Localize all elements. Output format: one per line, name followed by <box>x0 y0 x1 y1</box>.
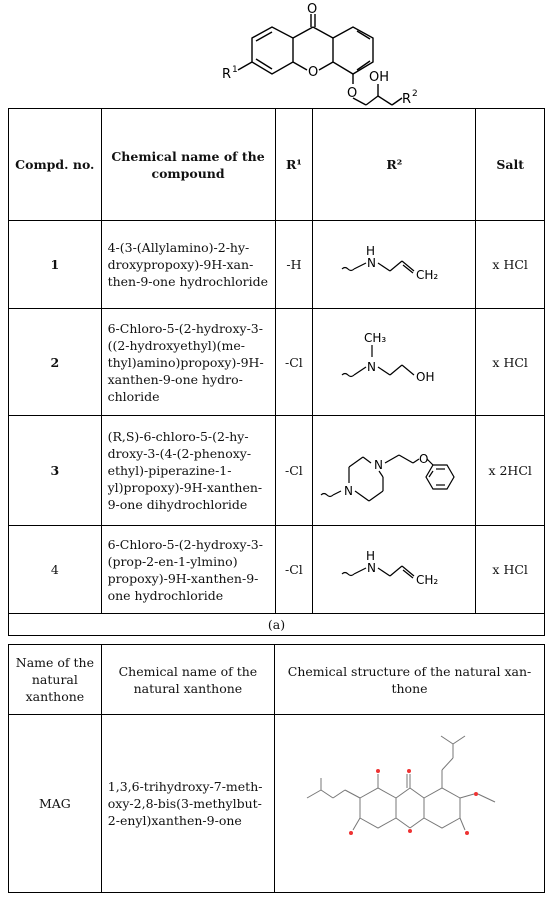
r2-structure-cell <box>313 221 476 309</box>
salt-value: x 2HCl <box>476 416 545 526</box>
compound-number: 4 <box>9 526 102 614</box>
xanthone-scaffold-structure <box>0 0 550 108</box>
n2-label: N <box>374 457 384 472</box>
natural-xanthone-chemical-name: 1,3,6-trihydroxy-7-meth-oxy-2,8-bis(3-methylbut-2-enyl)xanthen-9-one <box>101 715 274 893</box>
ch2-label: CH₂ <box>416 572 439 587</box>
methyl-hydroxyethyl-amino-structure <box>334 329 454 391</box>
natural-xanthone-name: MAG <box>9 715 102 893</box>
r1-value: -Cl <box>275 309 313 416</box>
table-row <box>9 715 545 893</box>
o-label: O <box>419 451 429 466</box>
r1-label: R <box>222 67 232 82</box>
h-label: H <box>366 243 376 258</box>
r1-superscript: 1 <box>232 65 238 75</box>
n-label: N <box>367 255 377 270</box>
r2-structure-cell <box>313 526 476 614</box>
table-header-row <box>9 109 545 221</box>
n-label: N <box>367 560 377 575</box>
carbonyl-oxygen-label: O <box>307 2 318 17</box>
table-a-caption: (a) <box>9 614 545 636</box>
n1-label: N <box>344 483 354 498</box>
r1-value: -H <box>275 221 313 309</box>
compound-number: 1 <box>9 221 102 309</box>
r1-value: -Cl <box>275 416 313 526</box>
compound-name: (R,S)-6-chloro-5-(2-hy-droxy-3-(4-(2-phenoxy-ethyl)-piperazine-1-yl)propoxy)-9H-xanthen-9-one dihydrochloride <box>101 416 275 526</box>
header-r2: R² <box>313 109 476 221</box>
ring-oxygen-label: O <box>308 65 319 80</box>
compound-name: 4-(3-(Allylamino)-2-hy-droxypropoxy)-9H-xan-then-9-one hydrochloride <box>101 221 275 309</box>
header-chemical-name: Chemical name of the compound <box>101 109 275 221</box>
h-label: H <box>366 548 376 563</box>
ether-oxygen-label: O <box>347 86 358 101</box>
table-row <box>9 309 545 416</box>
hydroxyl-label: OH <box>369 70 390 85</box>
compound-name: 6-Chloro-5-(2-hydroxy-3-(prop-2-en-1-ylmino) propoxy)-9H-xanthen-9-one hydrochloride <box>101 526 275 614</box>
header-r1: R¹ <box>275 109 313 221</box>
ch2-label: CH₂ <box>416 267 439 282</box>
compounds-table <box>8 108 545 636</box>
compound-number: 2 <box>9 309 102 416</box>
phenoxyethyl-piperazine-structure <box>319 429 469 509</box>
r1-value: -Cl <box>275 526 313 614</box>
table-row <box>9 526 545 614</box>
header-salt: Salt <box>476 109 545 221</box>
header-natural-name: Name of the natural xanthone <box>9 645 102 715</box>
salt-value: x HCl <box>476 309 545 416</box>
compound-number: 3 <box>9 416 102 526</box>
header-natural-structure: Chemical structure of the natural xan-thone <box>275 645 545 715</box>
natural-xanthone-table <box>8 644 545 893</box>
oh-label: OH <box>416 370 435 384</box>
header-compd-no: Compd. no. <box>9 109 102 221</box>
natural-structure-cell <box>275 715 545 893</box>
header-natural-chemical-name: Chemical name of the natural xanthone <box>101 645 274 715</box>
r2-label: R <box>402 92 412 107</box>
natural-header-row <box>9 645 545 715</box>
compound-name: 6-Chloro-5-(2-hydroxy-3-((2-hydroxyethyl)(me-thyl)amino)propoxy)-9H-xanthen-9-one hydro-chloride <box>101 309 275 416</box>
prop-2-en-1-ylamino-structure <box>334 548 454 588</box>
salt-value: x HCl <box>476 221 545 309</box>
r2-superscript: 2 <box>412 89 418 99</box>
allylamino-structure <box>334 243 454 283</box>
n-label: N <box>367 360 377 374</box>
ch3-label: CH₃ <box>364 331 387 345</box>
caption-row <box>9 614 545 636</box>
table-row <box>9 221 545 309</box>
table-row <box>9 416 545 526</box>
r2-structure-cell <box>313 416 476 526</box>
mangostin-structure <box>285 718 535 886</box>
salt-value: x HCl <box>476 526 545 614</box>
r2-structure-cell <box>313 309 476 416</box>
